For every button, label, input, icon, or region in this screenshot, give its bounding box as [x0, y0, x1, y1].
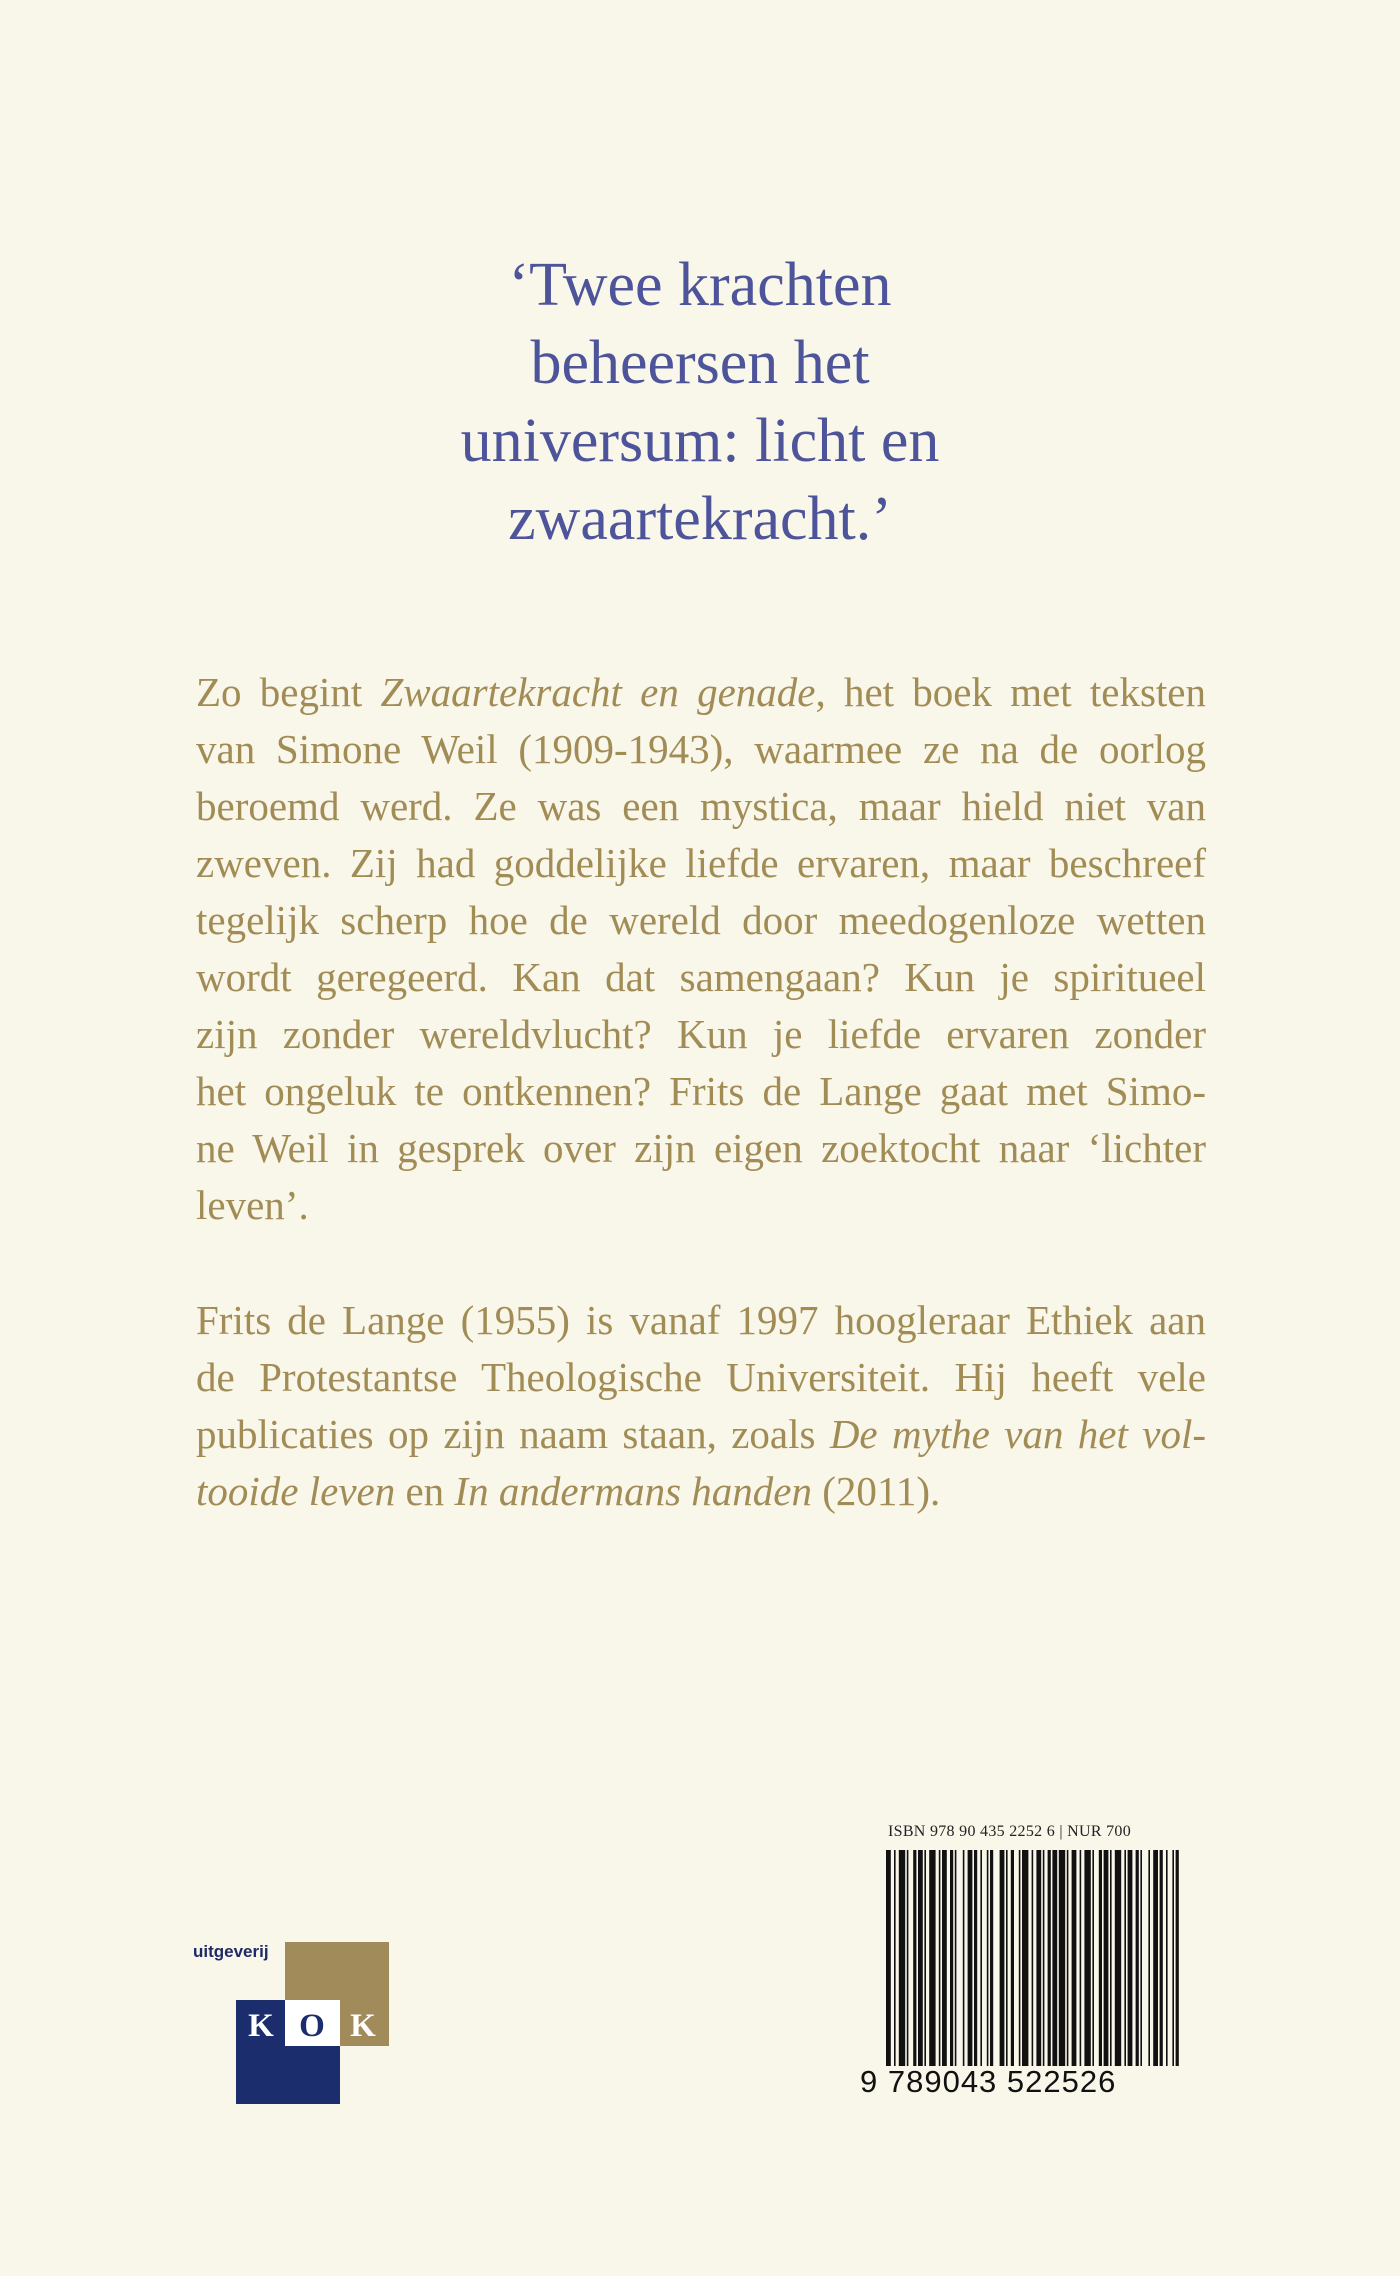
- barcode-bar: [955, 1850, 957, 2066]
- barcode-bar: [1032, 1850, 1034, 2066]
- barcode-bar: [1006, 1850, 1008, 2066]
- blurb-line: tegelijk scherp hoe de wereld door meedogenloze wetten: [196, 897, 1206, 943]
- quote-line-1: ‘Twee krachten: [508, 251, 892, 319]
- barcode-bar: [939, 1850, 941, 2066]
- barcode-bar: [929, 1850, 935, 2066]
- barcode-bar: [968, 1850, 973, 2066]
- back-cover-quote: [350, 246, 1050, 558]
- barcode-bar: [886, 1850, 891, 2066]
- barcode-bar: [1136, 1850, 1139, 2066]
- barcode-bar: [1072, 1850, 1077, 2066]
- bio-line: publicaties op zijn naam staan, zoals De mythe van het vol-: [196, 1411, 1206, 1457]
- barcode-bar: [913, 1850, 916, 2066]
- blurb-paragraph: [196, 664, 1206, 1234]
- barcode-bar: [990, 1850, 993, 2066]
- blurb-line: ne Weil in gesprek over zijn eigen zoektocht naar ‘lichter: [196, 1125, 1206, 1171]
- barcode-bar: [1059, 1850, 1065, 2066]
- barcode-bar: [942, 1850, 947, 2066]
- barcode-bar: [918, 1850, 923, 2066]
- logo-letter-k: K: [248, 2008, 274, 2044]
- barcode-bar: [1000, 1850, 1005, 2066]
- barcode-bar: [924, 1850, 926, 2066]
- barcode-bar: [1080, 1850, 1082, 2066]
- barcode-bar: [1099, 1850, 1102, 2066]
- barcode-bar: [950, 1850, 953, 2066]
- barcode-bar: [1043, 1850, 1045, 2066]
- book-title-italic: De mythe van het vol-: [829, 1411, 1206, 1457]
- quote-line-3: universum: licht en: [460, 407, 940, 475]
- book-title-italic: In andermans handen: [454, 1468, 812, 1514]
- barcode-bar: [1148, 1850, 1150, 2066]
- barcode-bar: [1022, 1850, 1028, 2066]
- barcode-bar: [1172, 1850, 1174, 2066]
- barcode-bar: [963, 1850, 965, 2066]
- bio-line: Frits de Lange (1955) is vanaf 1997 hoogleraar Ethiek aan: [196, 1297, 1206, 1343]
- barcode-bar: [1160, 1850, 1163, 2066]
- logo-letter-o: O: [299, 2008, 325, 2044]
- bio-line: de Protestantse Theologische Universiteit. Hij heeft vele: [196, 1354, 1206, 1400]
- blurb-line: zijn zonder wereldvlucht? Kun je liefde ervaren zonder: [196, 1011, 1206, 1057]
- barcode-digits: 9 789043 522526: [860, 2064, 1117, 2099]
- barcode-bar: [974, 1850, 977, 2066]
- barcode-graphic: [886, 1850, 1182, 2066]
- barcode-bar: [1128, 1850, 1133, 2066]
- quote-line-4: zwaartekracht.’: [508, 485, 892, 553]
- publisher-label: uitgeverij: [193, 1942, 269, 1961]
- barcode-bar: [1110, 1850, 1112, 2066]
- barcode-bar: [1019, 1850, 1021, 2066]
- barcode-bar: [1048, 1850, 1051, 2066]
- barcode-bar: [1084, 1850, 1090, 2066]
- barcode-bar: [1067, 1850, 1069, 2066]
- blurb-line: het ongeluk te ontkennen? Frits de Lange gaat met Simo-: [196, 1068, 1206, 1114]
- bio-line: tooide leven en In andermans handen (2011).: [196, 1468, 941, 1514]
- book-title-italic: Zwaartekracht en genade: [380, 669, 816, 715]
- barcode-bar: [1115, 1850, 1121, 2066]
- barcode-bar: [1124, 1850, 1126, 2066]
- barcode-bar: [1036, 1850, 1041, 2066]
- barcode-bar: [1166, 1850, 1168, 2066]
- barcode-bar: [1140, 1850, 1142, 2066]
- barcode-bar: [980, 1850, 982, 2066]
- barcode-bar: [987, 1850, 989, 2066]
- blurb-line: wordt geregeerd. Kan dat samengaan? Kun je spiritueel: [196, 954, 1206, 1000]
- logo-letter-k: K: [350, 2008, 376, 2044]
- barcode-bar: [1092, 1850, 1094, 2066]
- isbn-text: ISBN 978 90 435 2252 6 | NUR 700: [888, 1823, 1132, 1840]
- barcode-bar: [1176, 1850, 1179, 2066]
- barcode-bar: [1011, 1850, 1014, 2066]
- blurb-line: zweven. Zij had goddelijke liefde ervaren, maar beschreef: [196, 840, 1206, 886]
- barcode-bar: [1104, 1850, 1109, 2066]
- author-bio-paragraph: [196, 1292, 1206, 1520]
- publisher-logo: [190, 1942, 390, 2102]
- blurb-line: beroemd werd. Ze was een mystica, maar hield niet van: [196, 783, 1206, 829]
- blurb-line: van Simone Weil (1909-1943), waarmee ze na de oorlog: [196, 726, 1206, 772]
- barcode-bar: [899, 1850, 905, 2066]
- blurb-line: Zo begint Zwaartekracht en genade, het boek met teksten: [196, 669, 1207, 715]
- quote-line-2: beheersen het: [530, 329, 870, 397]
- blurb-line: leven’.: [196, 1182, 309, 1228]
- barcode-bar: [894, 1850, 896, 2066]
- barcode-bar: [1052, 1850, 1057, 2066]
- barcode-bar: [907, 1850, 909, 2066]
- barcode-icon: [886, 1850, 1182, 2066]
- book-title-italic: tooide leven: [196, 1468, 396, 1514]
- barcode-bar: [1153, 1850, 1158, 2066]
